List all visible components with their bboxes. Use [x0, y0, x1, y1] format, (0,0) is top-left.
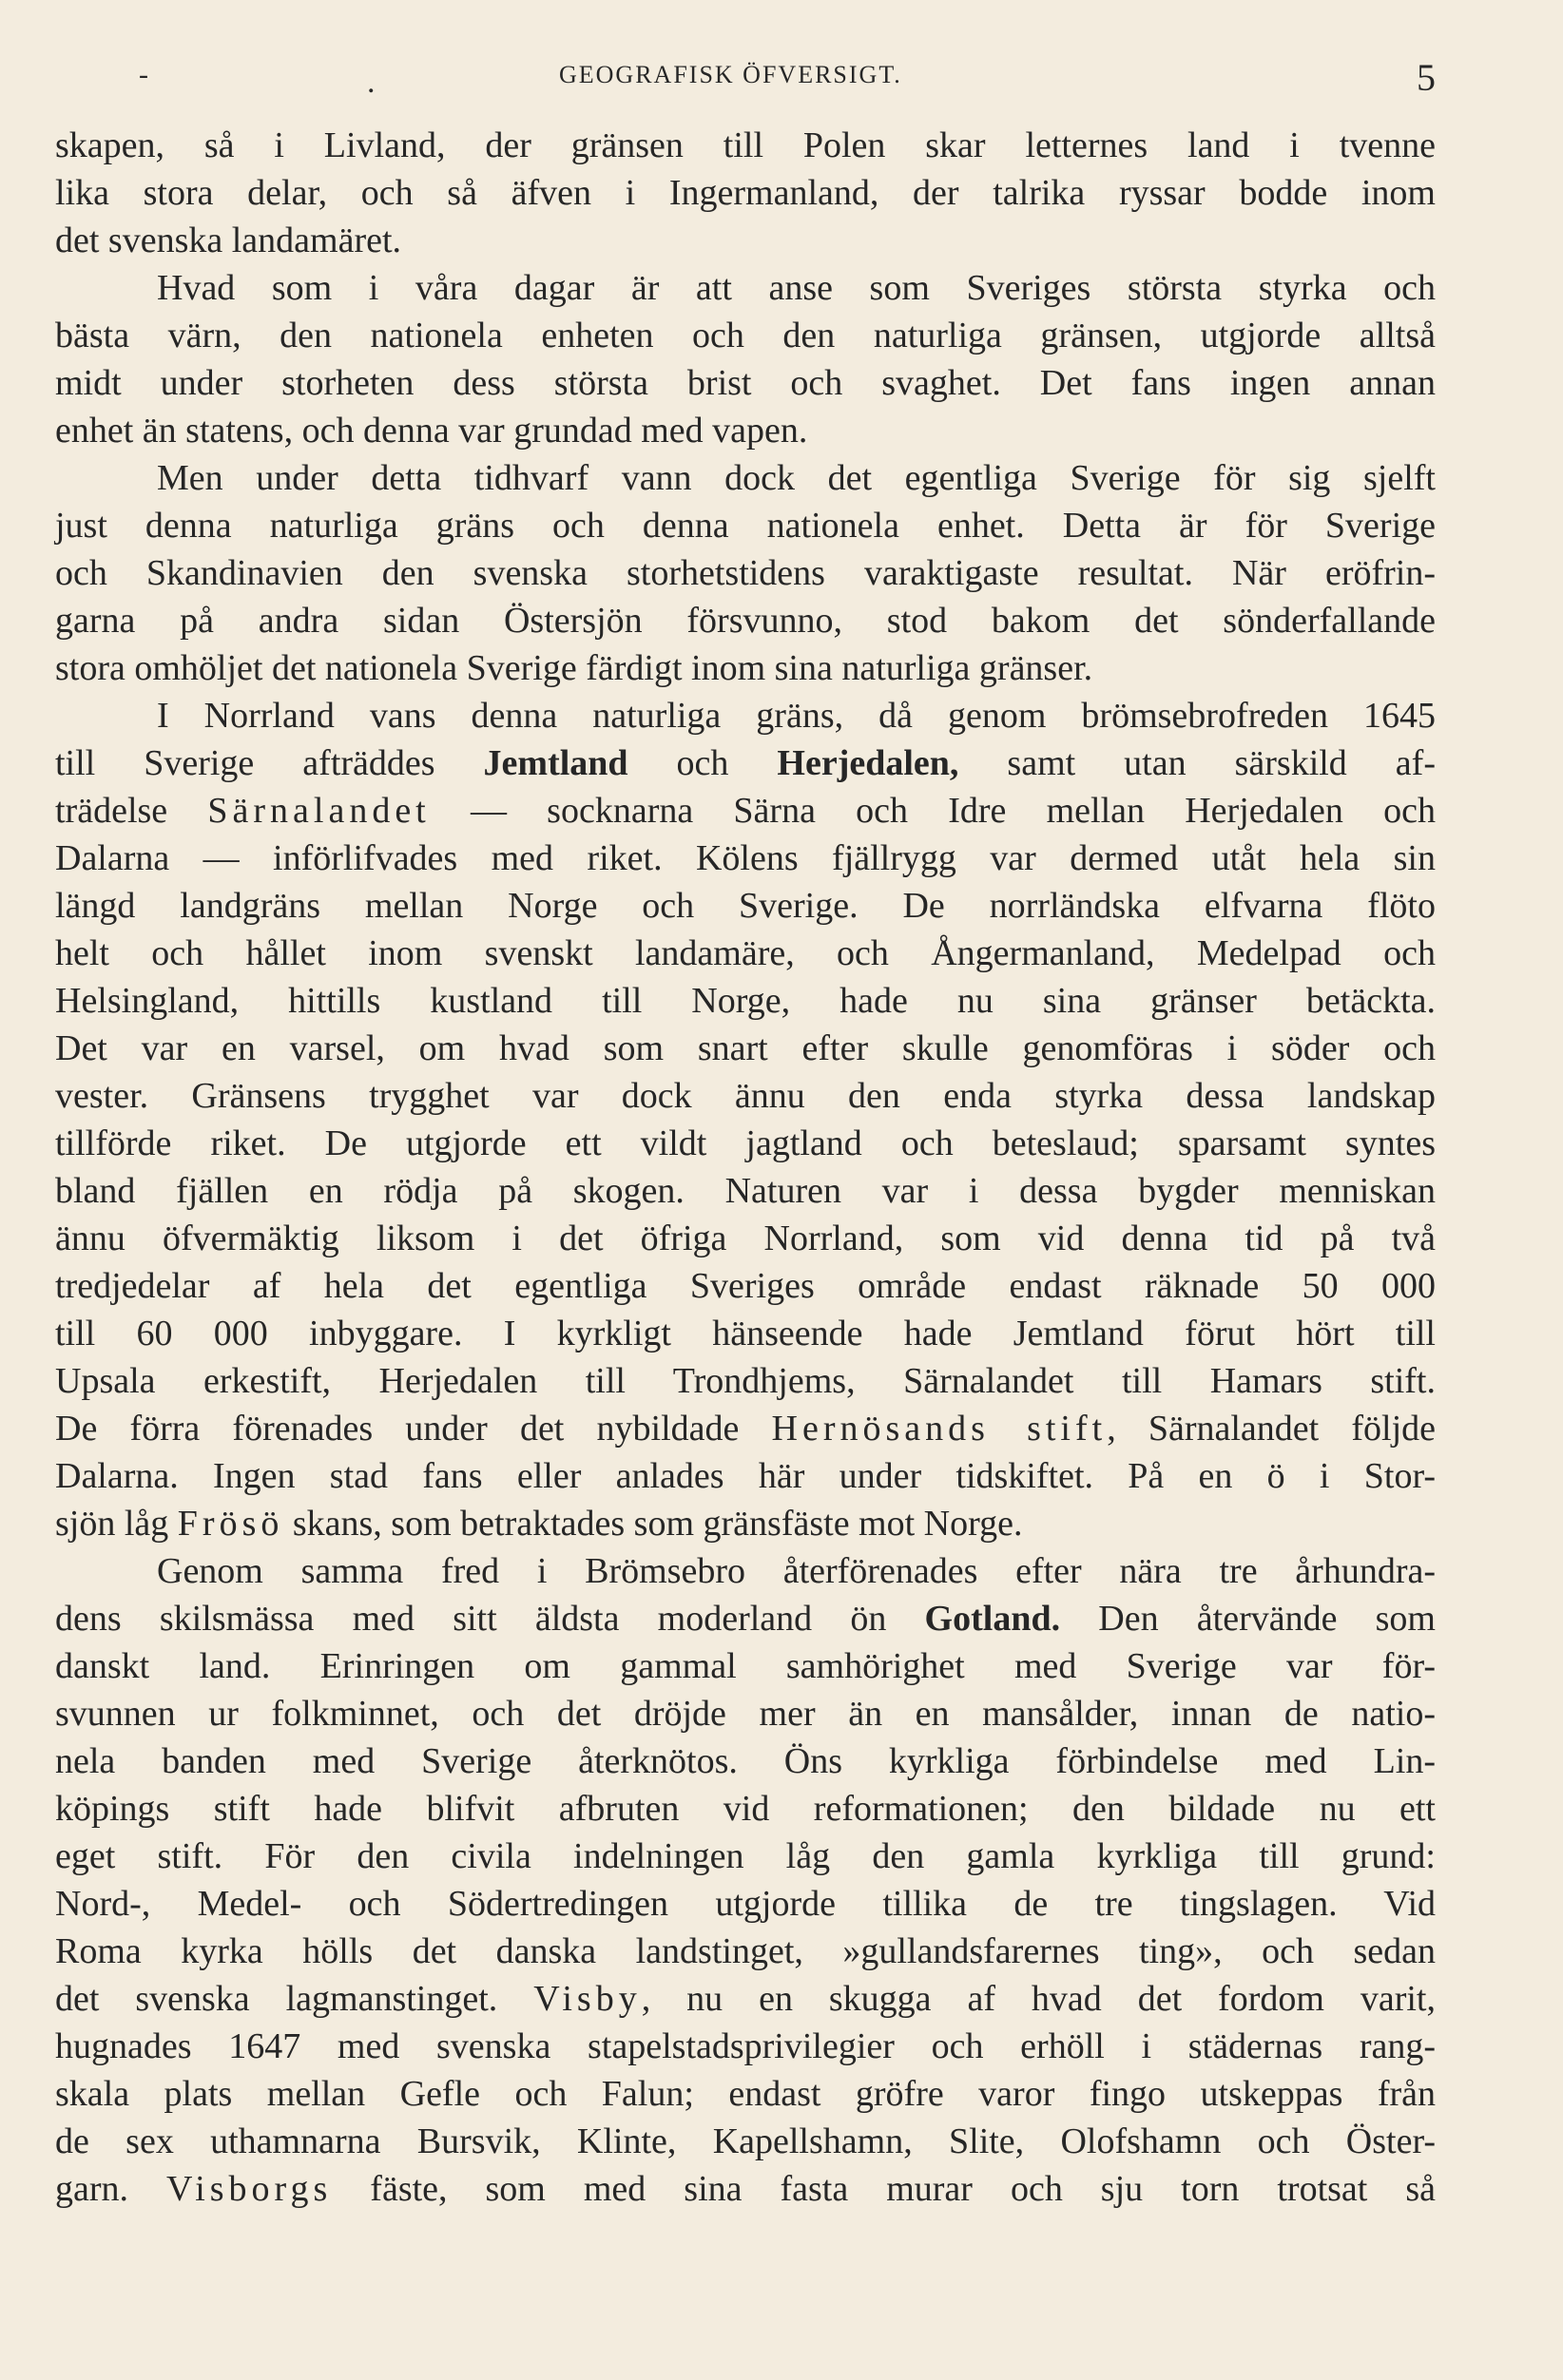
bold-term: Jemtland	[483, 743, 628, 783]
text-segment: garn.	[55, 2169, 167, 2209]
text-line	[55, 454, 1436, 502]
text-line	[55, 1357, 1436, 1405]
text-line	[55, 835, 1436, 882]
text-line	[55, 407, 1436, 454]
text-line	[55, 1737, 1436, 1785]
body-text	[55, 122, 1436, 2213]
text-line	[55, 2165, 1436, 2213]
text-segment: stora omhöljet det nationela Sverige färdigt inom sina naturliga gränser.	[55, 648, 1093, 688]
text-segment: Men under detta tidhvarf vann dock det egentliga Sverige för sig sjelft	[157, 458, 1436, 498]
header-dash-mark: -	[139, 59, 148, 90]
spaced-term: Hernösands stift	[771, 1409, 1108, 1449]
text-line	[55, 359, 1436, 407]
text-segment: danskt land. Erinringen om gammal samhörighet med Sverige var för-	[55, 1646, 1436, 1686]
text-line	[55, 122, 1436, 169]
page-number: 5	[1417, 56, 1436, 99]
text-segment: svunnen ur folkminnet, och det dröjde mer än en mansålder, innan de natio-	[55, 1694, 1436, 1734]
text-segment: sjön låg	[55, 1504, 178, 1544]
text-segment: Helsingland, hittills kustland till Norge, hade nu sina gränser betäckta.	[55, 981, 1436, 1021]
text-line	[55, 1928, 1436, 1975]
text-segment: Dalarna — införlifvades med riket. Kölens fjällrygg var dermed utåt hela sin	[55, 838, 1436, 878]
text-segment: , Särnalandet följde	[1107, 1409, 1436, 1449]
text-line	[55, 644, 1436, 692]
text-segment: och Skandinavien den svenska storhetstidens varaktigaste resultat. När eröfrin-	[55, 553, 1436, 593]
spaced-term: Särnalandet	[207, 791, 431, 831]
text-line	[55, 1500, 1436, 1547]
text-segment: fäste, som med sina fasta murar och sju torn trotsat så	[332, 2169, 1436, 2209]
text-line	[55, 1833, 1436, 1880]
text-segment: skala plats mellan Gefle och Falun; endast gröfre varor fingo utskeppas från	[55, 2074, 1436, 2114]
text-line	[55, 930, 1436, 977]
text-segment: De förra förenades under det nybildade	[55, 1409, 772, 1449]
text-segment: I Norrland vans denna naturliga gräns, då genom brömsebrofreden 1645	[157, 696, 1436, 736]
text-line	[55, 1642, 1436, 1690]
text-segment: samt utan särskild af-	[958, 743, 1436, 783]
text-segment: det svenska lagmanstinget.	[55, 1979, 534, 2019]
text-line	[55, 1880, 1436, 1928]
text-line	[55, 1975, 1436, 2023]
text-line	[55, 264, 1436, 312]
text-line	[55, 1215, 1436, 1262]
text-segment: eget stift. För den civila indelningen låg den gamla kyrkliga till grund:	[55, 1836, 1436, 1876]
text-line	[55, 1690, 1436, 1737]
text-segment: hugnades 1647 med svenska stapelstadsprivilegier och erhöll i städernas rang-	[55, 2026, 1436, 2066]
text-segment: — socknarna Särna och Idre mellan Herjedalen och	[430, 791, 1436, 831]
text-line	[55, 1025, 1436, 1072]
text-line	[55, 502, 1436, 549]
spaced-term: Visby	[533, 1979, 642, 2019]
text-line	[55, 1785, 1436, 1833]
text-segment: tredjedelar af hela det egentliga Sveriges område endast räknade 50 000	[55, 1266, 1436, 1306]
text-segment: just denna naturliga gräns och denna nationela enhet. Detta är för Sverige	[55, 506, 1436, 546]
text-segment: tillförde riket. De utgjorde ett vildt jagtland och beteslaud; sparsamt syntes	[55, 1123, 1436, 1163]
text-segment: Det var en varsel, om hvad som snart efter skulle genomföras i söder och	[55, 1028, 1436, 1068]
bold-term: Herjedalen,	[777, 743, 959, 783]
running-title: GEOGRAFISK ÖFVERSIGT.	[559, 61, 902, 88]
text-line	[55, 1452, 1436, 1500]
text-line	[55, 1072, 1436, 1120]
spaced-term: Visborgs	[166, 2169, 333, 2209]
text-segment: Genom samma fred i Brömsebro återförenades efter nära tre århundra-	[157, 1551, 1436, 1591]
text-line	[55, 1547, 1436, 1595]
text-segment: helt och hållet inom svenskt landamäre, och Ångermanland, Medelpad och	[55, 933, 1436, 973]
header-dot-mark: .	[367, 65, 376, 100]
text-line	[55, 787, 1436, 835]
text-line	[55, 1405, 1436, 1452]
page-header	[55, 55, 1436, 105]
text-segment: Roma kyrka hölls det danska landstinget, »gullandsfarernes ting», och sedan	[55, 1931, 1436, 1971]
text-line	[55, 2118, 1436, 2165]
text-line	[55, 2023, 1436, 2070]
text-line	[55, 1262, 1436, 1310]
text-line	[55, 549, 1436, 597]
text-line	[55, 597, 1436, 644]
text-segment: till Sverige afträddes	[55, 743, 484, 783]
bold-term: Gotland.	[924, 1599, 1061, 1639]
text-segment: Upsala erkestift, Herjedalen till Trondhjems, Särnalandet till Hamars stift.	[55, 1361, 1436, 1401]
text-segment: lika stora delar, och så äfven i Ingermanland, der talrika ryssar bodde inom	[55, 173, 1436, 213]
text-segment: nela banden med Sverige återknötos. Öns kyrkliga förbindelse med Lin-	[55, 1741, 1436, 1781]
text-segment: och	[627, 743, 778, 783]
text-line	[55, 2070, 1436, 2118]
text-segment: de sex uthamnarna Bursvik, Klinte, Kapellshamn, Slite, Olofshamn och Öster-	[55, 2121, 1436, 2161]
text-segment: Hvad som i våra dagar är att anse som Sveriges största styrka och	[157, 268, 1436, 308]
text-line	[55, 882, 1436, 930]
text-segment: längd landgräns mellan Norge och Sverige. De norrländska elfvarna flöto	[55, 886, 1436, 926]
text-line	[55, 1167, 1436, 1215]
text-line	[55, 692, 1436, 739]
text-segment: trädelse	[55, 791, 208, 831]
spaced-term: Frösö	[177, 1504, 284, 1544]
text-segment: skapen, så i Livland, der gränsen till Polen skar letternes land i tvenne	[55, 125, 1436, 165]
text-line	[55, 1310, 1436, 1357]
text-segment: Nord-, Medel- och Södertredingen utgjorde tillika de tre tingslagen. Vid	[55, 1884, 1436, 1924]
text-segment: det svenska landamäret.	[55, 221, 402, 260]
text-line	[55, 977, 1436, 1025]
text-segment: , nu en skugga af hvad det fordom varit,	[641, 1979, 1436, 2019]
text-line	[55, 169, 1436, 217]
text-segment: Dalarna. Ingen stad fans eller anlades här under tidskiftet. På en ö i Stor-	[55, 1456, 1436, 1496]
text-line	[55, 1120, 1436, 1167]
text-segment: Den återvände som	[1060, 1599, 1436, 1639]
text-segment: ännu öfvermäktig liksom i det öfriga Norrland, som vid denna tid på två	[55, 1219, 1436, 1258]
text-segment: bland fjällen en rödja på skogen. Naturen var i dessa bygder menniskan	[55, 1171, 1436, 1211]
text-line	[55, 217, 1436, 264]
text-segment: garna på andra sidan Östersjön försvunno, stod bakom det sönderfallande	[55, 601, 1436, 641]
text-segment: köpings stift hade blifvit afbruten vid reformationen; den bildade nu ett	[55, 1789, 1436, 1829]
text-segment: bästa värn, den nationela enheten och den naturliga gränsen, utgjorde alltså	[55, 316, 1436, 355]
text-line	[55, 312, 1436, 359]
text-line	[55, 1595, 1436, 1642]
text-line	[55, 739, 1436, 787]
text-segment: dens skilsmässa med sitt äldsta moderland ön	[55, 1599, 925, 1639]
text-segment: vester. Gränsens trygghet var dock ännu den enda styrka dessa landskap	[55, 1076, 1436, 1116]
text-segment: midt under storheten dess största brist och svaghet. Det fans ingen annan	[55, 363, 1436, 403]
text-segment: till 60 000 inbyggare. I kyrkligt hänseende hade Jemtland förut hört till	[55, 1314, 1436, 1353]
text-segment: enhet än statens, och denna var grundad med vapen.	[55, 411, 808, 451]
text-segment: skans, som betraktades som gränsfäste mot Norge.	[283, 1504, 1023, 1544]
